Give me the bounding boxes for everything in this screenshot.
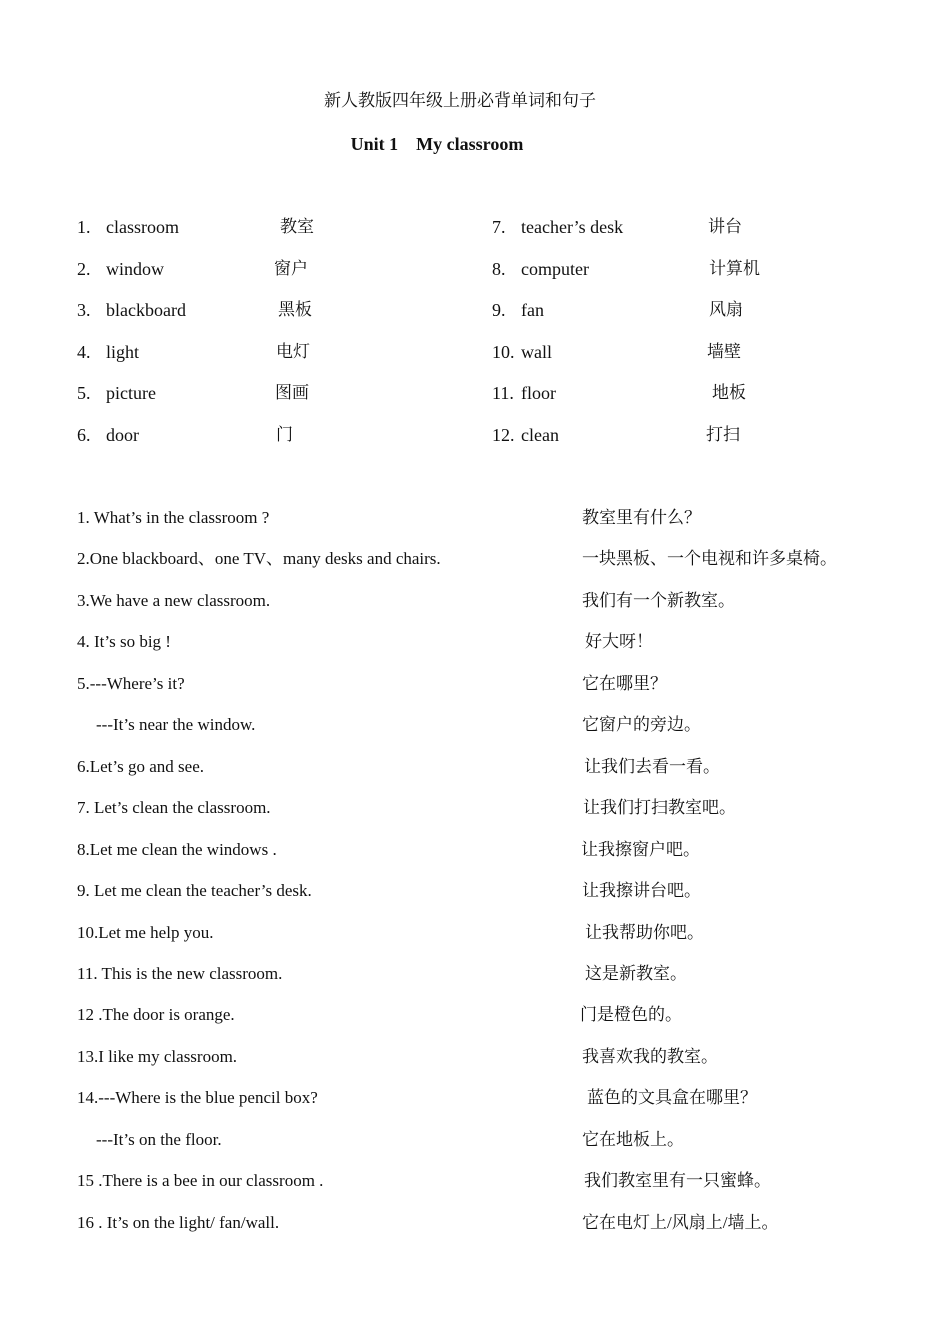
sentence-english: 3.We have a new classroom. <box>77 590 271 610</box>
sentence-row <box>0 921 950 945</box>
unit-heading: Unit 1 My classroom <box>350 134 524 154</box>
vocab-row <box>0 423 950 447</box>
vocab-row <box>0 215 950 239</box>
vocab-translation: 教室 <box>280 217 314 236</box>
sentence-chinese: 我们有一个新教室。 <box>582 590 735 610</box>
sentence-english: 5.---Where’s it? <box>77 673 185 693</box>
sentence-row <box>0 1045 950 1069</box>
vocab-word: window <box>106 258 164 279</box>
sentence-row <box>0 755 950 779</box>
document-title: 新人教版四年级上册必背单词和句子 <box>324 91 596 110</box>
vocab-word: computer <box>521 258 589 279</box>
sentence-english: 14.---Where is the blue pencil box? <box>77 1088 318 1108</box>
sentence-english: 15 .There is a bee in our classroom . <box>77 1171 324 1191</box>
vocab-number: 5. <box>77 383 91 403</box>
sentence-english: ---It’s near the window. <box>96 715 256 735</box>
vocab-number: 2. <box>77 258 91 279</box>
vocab-translation: 门 <box>276 424 293 444</box>
sentence-row <box>0 506 950 530</box>
sentence-english: 2.One blackboard、one TV、many desks and chairs. <box>77 549 441 569</box>
sentence-row <box>0 1169 950 1193</box>
sentence-row <box>0 1003 950 1027</box>
sentence-chinese: 蓝色的文具盒在哪里？ <box>587 1088 757 1108</box>
sentence-english: 16 . It’s on the light/ fan/wall. <box>77 1212 280 1232</box>
sentence-english: 6.Let’s go and see. <box>77 756 204 776</box>
vocab-number: 7. <box>492 217 506 237</box>
vocab-row <box>0 298 950 322</box>
sentence-row <box>0 630 950 654</box>
vocab-word: light <box>106 341 140 362</box>
sentence-english: 4. It’s so big ! <box>77 632 171 652</box>
vocab-word: door <box>106 424 139 445</box>
sentence-row <box>0 962 950 986</box>
sentence-english: 1. What’s in the classroom ? <box>77 508 270 527</box>
sentence-chinese: 让我帮助你吧。 <box>585 922 704 942</box>
vocab-translation: 计算机 <box>709 258 760 278</box>
sentence-chinese: 它窗户的旁边。 <box>582 715 701 735</box>
sentence-english: ---It’s on the floor. <box>96 1129 222 1149</box>
sentence-chinese: 它在电灯上/风扇上/墙上。 <box>582 1212 779 1232</box>
sentence-chinese: 好大呀！ <box>585 632 653 652</box>
vocab-number: 1. <box>77 217 91 237</box>
vocab-word: fan <box>521 300 544 320</box>
vocab-translation: 打扫 <box>706 424 740 444</box>
vocab-number: 10. <box>492 341 515 362</box>
sentence-english: 10.Let me help you. <box>77 922 214 942</box>
sentence-chinese: 门是橙色的。 <box>580 1005 682 1025</box>
vocab-number: 4. <box>77 341 91 362</box>
sentence-row <box>0 1128 950 1152</box>
sentence-row <box>0 547 950 571</box>
sentence-chinese: 让我们去看一看。 <box>584 756 720 776</box>
vocab-number: 3. <box>77 300 91 320</box>
sentence-chinese: 我们教室里有一只蜜蜂。 <box>584 1171 771 1191</box>
sentence-chinese: 让我擦讲台吧。 <box>582 881 701 901</box>
sentence-english: 7. Let’s clean the classroom. <box>77 798 271 818</box>
sentence-english: 13.I like my classroom. <box>77 1046 238 1066</box>
sentence-english: 8.Let me clean the windows . <box>77 839 277 859</box>
vocab-word: picture <box>106 383 156 403</box>
vocab-number: 8. <box>492 258 506 279</box>
vocab-word: teacher’s desk <box>521 217 624 237</box>
vocab-translation: 讲台 <box>708 217 742 236</box>
vocab-word: blackboard <box>106 300 186 320</box>
sentence-chinese: 它在地板上。 <box>582 1129 684 1149</box>
sentence-row <box>0 672 950 696</box>
sentence-row <box>0 1086 950 1110</box>
vocab-translation: 窗户 <box>274 258 308 278</box>
sentence-row <box>0 796 950 820</box>
vocab-translation: 电灯 <box>276 341 310 361</box>
vocab-word: classroom <box>106 217 179 237</box>
vocab-word: floor <box>521 383 556 403</box>
vocab-translation: 黑板 <box>278 300 312 319</box>
sentence-row <box>0 713 950 737</box>
sentence-chinese: 这是新教室。 <box>585 963 687 983</box>
vocab-row <box>0 340 950 364</box>
sentence-chinese: 一块黑板、一个电视和许多桌椅。 <box>582 549 837 569</box>
sentence-english: 9. Let me clean the teacher’s desk. <box>77 881 312 901</box>
sentence-row <box>0 838 950 862</box>
sentence-english: 12 .The door is orange. <box>77 1005 235 1025</box>
vocab-number: 11. <box>492 383 514 403</box>
vocab-number: 12. <box>492 424 515 445</box>
vocab-translation: 图画 <box>275 383 309 402</box>
sentence-row <box>0 879 950 903</box>
vocab-number: 6. <box>77 424 91 445</box>
sentence-chinese: 让我擦窗户吧。 <box>581 839 700 859</box>
vocab-translation: 墙壁 <box>707 341 741 361</box>
vocab-translation: 风扇 <box>709 300 743 319</box>
vocab-number: 9. <box>492 300 506 320</box>
sentence-english: 11. This is the new classroom. <box>77 963 283 983</box>
vocab-translation: 地板 <box>712 383 746 402</box>
vocab-row <box>0 381 950 405</box>
sentence-chinese: 它在哪里？ <box>582 673 667 693</box>
sentence-row <box>0 589 950 613</box>
sentence-chinese: 教室里有什么？ <box>582 508 701 527</box>
vocab-word: clean <box>521 424 559 445</box>
sentence-row <box>0 1211 950 1235</box>
vocab-word: wall <box>521 341 552 362</box>
sentence-chinese: 让我们打扫教室吧。 <box>583 798 736 818</box>
sentence-chinese: 我喜欢我的教室。 <box>582 1046 718 1066</box>
vocab-row <box>0 257 950 281</box>
